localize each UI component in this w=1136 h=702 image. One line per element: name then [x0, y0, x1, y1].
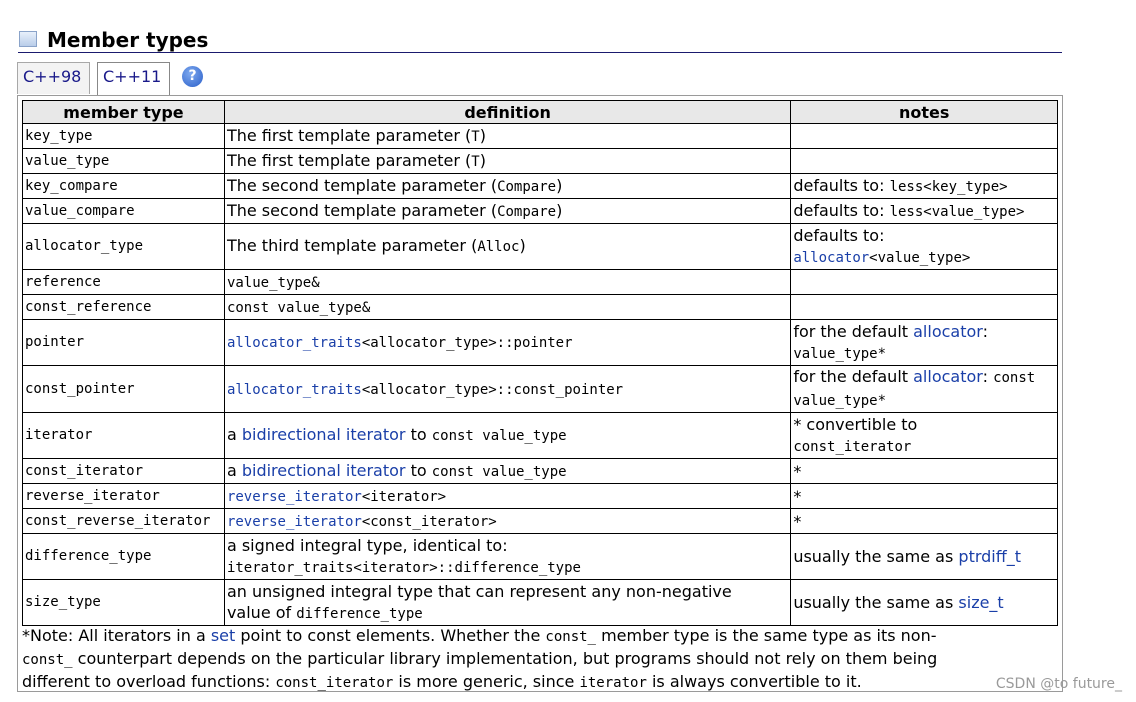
- section-title: Member types: [47, 28, 209, 52]
- text-run: :: [982, 367, 994, 386]
- text-run: member type is the same type as its non-: [595, 626, 937, 645]
- notes-cell: [791, 295, 1058, 320]
- code-text: value_type*: [793, 345, 887, 362]
- text-run: ): [556, 200, 563, 220]
- code-text: const value_type: [431, 463, 567, 480]
- table-row: [23, 199, 1058, 224]
- notes-cell: [791, 174, 1058, 199]
- section-icon: [19, 31, 37, 47]
- text-run: a signed integral type, identical to:: [226, 535, 508, 555]
- table-row: [23, 149, 1058, 174]
- text-run: defaults to:: [793, 175, 890, 195]
- notes-cell: [791, 124, 1058, 149]
- table-row: [23, 295, 1058, 320]
- code-text: const value_type: [431, 428, 567, 444]
- text-run: usually the same as: [793, 547, 959, 566]
- definition-cell: [224, 320, 790, 366]
- definition-cell: [224, 224, 790, 270]
- member-type-cell: key_type: [23, 124, 225, 149]
- member-type-cell: pointer: [23, 320, 225, 366]
- definition-cell: [224, 199, 790, 224]
- code-text: const: [993, 370, 1036, 386]
- notes-cell: [791, 484, 1058, 509]
- header-member-type: member type: [23, 101, 225, 124]
- notes-cell: [791, 534, 1058, 580]
- code-text: T: [471, 128, 480, 145]
- table-row: [23, 413, 1058, 459]
- table-row: [23, 509, 1058, 534]
- table-row: [23, 459, 1058, 484]
- member-type-cell: const_reverse_iterator: [23, 509, 225, 534]
- text-run: ): [479, 150, 486, 170]
- member-types-panel: [17, 95, 1063, 692]
- code-text: T: [471, 153, 480, 170]
- text-run: for the default: [793, 321, 914, 341]
- definition-cell: [224, 459, 790, 484]
- tab-cpp11[interactable]: C++11: [97, 62, 170, 96]
- member-type-cell: const_pointer: [23, 366, 225, 413]
- reference-link[interactable]: reverse_iterator: [226, 513, 362, 530]
- table-row: [23, 484, 1058, 509]
- text-run: is more generic, since: [393, 672, 580, 691]
- member-type-cell: value_compare: [23, 199, 225, 224]
- text-run: a: [226, 460, 242, 480]
- text-run: defaults to:: [793, 225, 885, 245]
- notes-cell: [791, 580, 1058, 626]
- notes-cell: [791, 320, 1058, 366]
- definition-cell: [224, 534, 790, 580]
- text-run: *: [793, 511, 802, 531]
- text-run: usually the same as: [793, 593, 959, 612]
- reference-link[interactable]: allocator: [913, 367, 983, 386]
- definition-cell: [224, 149, 790, 174]
- code-text: <const_iterator>: [361, 513, 497, 530]
- header-notes: notes: [791, 101, 1058, 124]
- member-types-table: [22, 100, 1058, 626]
- text-run: *: [793, 461, 802, 481]
- code-text: const_: [545, 629, 596, 645]
- header-definition: definition: [224, 101, 790, 124]
- member-type-cell: value_type: [23, 149, 225, 174]
- table-row: [23, 366, 1058, 413]
- code-text: <value_type>: [869, 249, 971, 266]
- member-type-cell: allocator_type: [23, 224, 225, 270]
- text-run: for the default: [793, 367, 914, 386]
- notes-cell: [791, 270, 1058, 295]
- code-text: less<value_type>: [889, 203, 1025, 220]
- help-icon[interactable]: ?: [182, 66, 203, 87]
- definition-cell: [224, 295, 790, 320]
- member-type-cell: const_iterator: [23, 459, 225, 484]
- text-run: * convertible to: [793, 414, 918, 434]
- notes-cell: [791, 413, 1058, 459]
- reference-link[interactable]: set: [210, 626, 236, 645]
- text-run: to: [405, 425, 432, 444]
- reference-link[interactable]: bidirectional iterator: [241, 460, 406, 480]
- text-run: The third template parameter (: [226, 236, 478, 255]
- definition-cell: [224, 509, 790, 534]
- code-text: const_iterator: [275, 675, 394, 691]
- member-type-cell: reference: [23, 270, 225, 295]
- tab-cpp98[interactable]: C++98: [17, 62, 90, 94]
- table-row: [23, 224, 1058, 270]
- text-run: The first template parameter (: [226, 125, 472, 145]
- definition-cell: [224, 580, 790, 626]
- member-type-cell: key_compare: [23, 174, 225, 199]
- table-row: [23, 580, 1058, 626]
- code-text: <allocator_type>::pointer: [361, 335, 573, 351]
- definition-cell: [224, 124, 790, 149]
- code-text: const_iterator: [793, 438, 912, 455]
- text-run: a: [226, 425, 242, 444]
- text-run: ): [556, 175, 563, 195]
- text-run: ): [479, 125, 486, 145]
- table-row: [23, 124, 1058, 149]
- definition-cell: [224, 413, 790, 459]
- notes-cell: [791, 366, 1058, 413]
- notes-cell: [791, 149, 1058, 174]
- reference-link[interactable]: reverse_iterator: [226, 488, 362, 505]
- reference-link[interactable]: allocator_traits: [226, 381, 362, 398]
- text-run: different to overload functions:: [22, 672, 276, 691]
- watermark: CSDN @to future_: [995, 676, 1122, 692]
- code-text: <allocator_type>::const_pointer: [361, 381, 624, 398]
- code-text: const value_type&: [226, 299, 371, 316]
- code-text: Alloc: [477, 239, 520, 255]
- text-run: value of: [226, 602, 297, 622]
- text-run: ): [519, 236, 526, 255]
- definition-cell: [224, 270, 790, 295]
- notes-cell: [791, 199, 1058, 224]
- reference-link[interactable]: allocator_traits: [226, 335, 362, 351]
- code-text: Compare: [497, 178, 557, 195]
- definition-cell: [224, 174, 790, 199]
- text-run: The first template parameter (: [226, 150, 472, 170]
- member-type-cell: const_reference: [23, 295, 225, 320]
- notes-cell: [791, 224, 1058, 270]
- text-run: point to const elements. Whether the: [235, 626, 546, 645]
- text-run: The second template parameter (: [226, 175, 498, 195]
- text-run: defaults to:: [793, 200, 890, 220]
- text-run: The second template parameter (: [226, 200, 498, 220]
- code-text: value_type*: [793, 393, 887, 409]
- reference-link[interactable]: bidirectional iterator: [241, 425, 406, 444]
- reference-link[interactable]: size_t: [958, 593, 1004, 612]
- code-text: <iterator>: [361, 488, 447, 505]
- code-text: difference_type: [296, 605, 423, 622]
- code-text: Compare: [497, 203, 557, 220]
- table-row: [23, 174, 1058, 199]
- text-run: an unsigned integral type that can represent any non-negative: [226, 581, 732, 601]
- reference-link[interactable]: allocator: [913, 321, 983, 341]
- text-run: *Note: All iterators in a: [22, 626, 211, 645]
- notes-cell: [791, 509, 1058, 534]
- code-text: less<key_type>: [889, 178, 1008, 195]
- section-header: [18, 28, 1062, 53]
- member-type-cell: difference_type: [23, 534, 225, 580]
- member-type-cell: size_type: [23, 580, 225, 626]
- iterator-note: [22, 625, 1032, 694]
- code-text: value_type&: [226, 274, 320, 291]
- table-row: [23, 270, 1058, 295]
- definition-cell: [224, 366, 790, 413]
- reference-link[interactable]: ptrdiff_t: [958, 547, 1022, 566]
- table-row: [23, 534, 1058, 580]
- member-type-cell: reverse_iterator: [23, 484, 225, 509]
- text-run: is always convertible to it.: [646, 672, 862, 691]
- code-text: iterator: [579, 675, 647, 691]
- definition-cell: [224, 484, 790, 509]
- text-run: *: [793, 486, 802, 506]
- notes-cell: [791, 459, 1058, 484]
- code-text: iterator_traits<iterator>::difference_type: [226, 559, 581, 576]
- code-text: const_: [22, 652, 73, 668]
- table-header-row: [23, 101, 1058, 124]
- text-run: counterpart depends on the particular library implementation, but programs should not rely on them being: [72, 649, 938, 668]
- member-type-cell: iterator: [23, 413, 225, 459]
- table-row: [23, 320, 1058, 366]
- text-run: to: [405, 460, 432, 480]
- text-run: :: [982, 321, 988, 341]
- reference-link[interactable]: allocator: [793, 249, 870, 266]
